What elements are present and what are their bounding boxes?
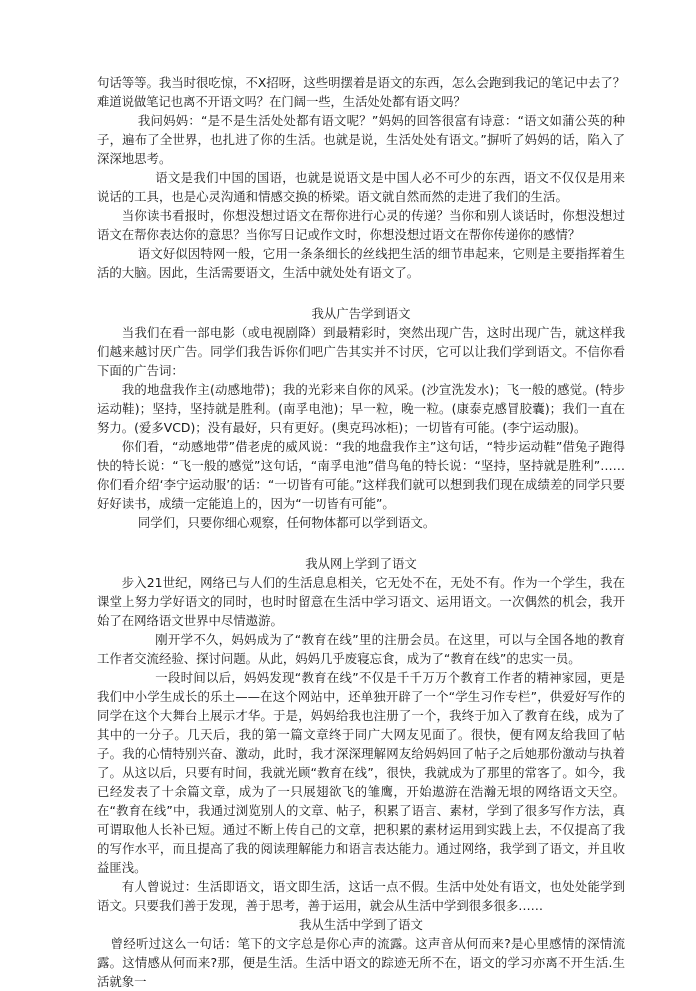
- intro-paragraph-2: 我问妈妈：“是不是生活处处都有语文呢？”妈妈的回答很富有诗意：“语文如蒲公英的种子，遍布了全世界，也扎进了你的生活。也就是说，生活处处有语文。”摒听了妈妈的话，陷入了深深地思考。: [97, 113, 625, 166]
- intro-paragraph-3: 语文是我们中国的国语，也就是说语文是中国人必不可少的东西，语文不仅仅是用来说话的工具，也是心灵沟通和情感交换的桥梁。语文就自然而然的走进了我们的生活。: [97, 170, 625, 204]
- ads-paragraph-2: 我的地盘我作主(动感地带)；我的光彩来自你的风采。(沙宣洗发水)；飞一般的感觉。(特步运动鞋)；坚持，坚持就是胜利。(南孚电池)；早一粒，晚一粒。(康泰克感冒胶囊)；我们一直在努力。(爱多VCD)；没有最好，只有更好。(奥克玛冰柜)；一切皆有可能。(李宁运动服)。: [97, 382, 625, 435]
- intro-paragraph-1: 句话等等。我当时很吃惊，不X招呀，这些明摆着是语文的东西，怎么会跑到我记的笔记中去了？难道说做笔记也离不开语文吗？在门阔一些，生活处处都有语文吗？: [97, 75, 625, 109]
- net-paragraph-3: 一段时间以后，妈妈发现“教育在线”不仅是千千万万个教育工作者的精神家园，更是我们中小学生成长的乐土——在这个网站中，还单独开辟了一个“学生习作专栏”，供爱好写作的同学在这个大舞台上展示才华。于是，妈妈给我也注册了一个，我终于加入了教育在线，成为了其中的一分子。几天后，我的第一篇文章终于同广大网友见面了。很快，便有网友给我回了帖子。我的心情特别兴奋、激动，此时，我才深深理解网友给妈妈回了帖子之后她那份激动与执着了。从这以后，只要有时间，我就光顾“教育在线”，很快，我就成为了那里的常客了。如今，我已经发表了十余篇文章，成为了一只展翅欲飞的雏鹰，开始遨游在浩瀚无垠的网络语文天空。在“教育在线”中，我通过浏览别人的文章、帖子，积累了语言、素材，学到了很多写作方法，真可谓取他人长补已短。通过不断上传自己的文章，把积累的素材运用到实践上去，不仅提高了我的写作水平，而且提高了我的阅读理解能力和语言表达能力。通过网络，我学到了语文，并且收益匪浅。: [97, 670, 625, 875]
- document-body: [97, 73, 625, 991]
- section-life-title: 我从生活中学到了语文: [299, 917, 423, 932]
- intro-paragraph-5: 语文好似因特网一般，它用一条条细长的丝线把生活的细节串起来，它则是主要指挥着生活的大脑。因此，生活需要语文，生活中就处处有语文了。: [97, 246, 625, 280]
- ads-paragraph-3: 你们看，“动感地带”借老虎的威风说：“我的地盘我作主”这句话，“特步运动鞋”借兔子跑得快的特长说：“飞一般的感觉”这句话，“南孚电池”借鸟龟的特长说：“坚持，坚持就是胜利”……你们看介绍‘李宁运动服’的话：“一切皆有可能。”这样我们就可以想到我们现在成绩差的同学只要好好读书，成绩一定能追上的，因为“一切皆有可能”。: [97, 439, 625, 511]
- section-net-title: 我从网上学到了语文: [305, 556, 417, 571]
- net-paragraph-4: 有人曾说过：生活即语文，语文即生活，这话一点不假。生活中处处有语文，也处处能学到语文。只要我们善于发现，善于思考，善于运用，就会从生活中学到很多很多……: [97, 879, 625, 913]
- ads-paragraph-4: 同学们，只要你细心观察，任何物体都可以学到语文。: [137, 515, 436, 530]
- net-paragraph-1: 步入21世纪，网络已与人们的生活息息相关，它无处不在，无处不有。作为一个学生，我在课堂上努力学好语文的同时，也时时留意在生活中学习语文、运用语文。一次偶然的机会，我开始了在网络语文世界中尽情遨游。: [97, 575, 625, 628]
- section-ads: [97, 304, 625, 532]
- section-ads-title: 我从广告学到语文: [311, 306, 411, 321]
- section-net: [97, 554, 625, 915]
- life-paragraph-1: 曾经听过这么一句话：笔下的文字总是你心声的流露。这声音从何而来?是心里感情的深情流露。这情感从何而来?那，便是生活。生活中语文的踪迹无所不在，语文的学习亦离不开生活.生活就象一: [97, 936, 625, 989]
- section-intro: [97, 73, 625, 282]
- intro-paragraph-4: 当你读书看报时，你想没想过语文在帮你进行心灵的传递？当你和别人谈话时，你想没想过语文在帮你表达你的意思？当你写日记或作文时，你想没想过语文在帮你传递你的感情？: [97, 208, 625, 242]
- ads-paragraph-1: 当我们在看一部电影（或电视剧降）到最精彩时，突然出现广告，这时出现广告，就这样我们越来越讨厌广告。同学们我告诉你们吧广告其实并不讨厌，它可以让我们学到语文。不信你看下面的广告词：: [97, 325, 625, 378]
- section-life: [97, 915, 625, 991]
- net-paragraph-2: 刚开学不久，妈妈成为了“教育在线”里的注册会员。在这里，可以与全国各地的教育工作者交流经验、探讨问题。从此，妈妈几乎废寝忘食，成为了“教育在线”的忠实一员。: [97, 632, 625, 666]
